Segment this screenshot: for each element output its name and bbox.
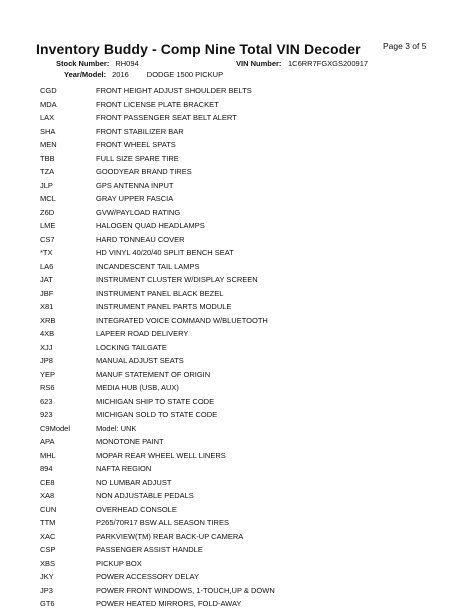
list-item [40, 287, 440, 301]
option-description: MEDIA HUB (USB, AUX) [96, 383, 179, 392]
list-item [40, 314, 440, 328]
option-code: XJJ [40, 342, 53, 352]
option-description: PARKVIEW(TM) REAR BACK-UP CAMERA [96, 531, 244, 541]
option-description: FRONT WHEEL SPATS [96, 140, 176, 149]
option-code: JAT [40, 275, 53, 284]
list-item [40, 111, 440, 125]
option-description: POWER ACCESSORY DELAY [96, 572, 199, 581]
option-code: CUN [40, 504, 57, 514]
list-item [40, 435, 440, 449]
option-code: LAX [40, 113, 55, 122]
option-description: MONOTONE PAINT [96, 437, 164, 446]
option-code: XA8 [40, 491, 55, 500]
list-item [40, 584, 440, 598]
option-code: C9Model [40, 423, 71, 433]
option-code: SHA [40, 126, 56, 136]
option-code: 4XB [40, 329, 55, 338]
list-item [40, 408, 440, 422]
option-code: TTM [40, 518, 56, 527]
list-item [40, 84, 440, 98]
list-item [40, 138, 440, 152]
option-code: APA [40, 437, 55, 446]
list-item [40, 341, 440, 355]
option-description: FRONT HEIGHT ADJUST SHOULDER BELTS [96, 86, 252, 95]
page-title: Inventory Buddy - Comp Nine Total VIN Decoder [36, 41, 361, 57]
option-description: P265/70R17 BSW ALL SEASON TIRES [96, 518, 229, 527]
option-code: JBF [40, 288, 54, 298]
list-item [40, 476, 440, 490]
option-description: POWER HEATED MIRRORS, FOLD-AWAY [96, 599, 242, 608]
list-item [40, 300, 440, 314]
option-code: JP8 [40, 356, 53, 365]
option-code: CSP [40, 545, 56, 554]
option-code: CS7 [40, 234, 55, 244]
option-code: CE8 [40, 477, 55, 487]
option-code: Z6D [40, 207, 55, 217]
year-model-label: Year/Model: [64, 70, 107, 79]
list-item [40, 165, 440, 179]
option-description: NAFTA REGION [96, 464, 152, 473]
stock-number-label: Stock Number: [56, 59, 110, 68]
list-item [40, 462, 440, 476]
option-code: CGD [40, 86, 57, 95]
option-code: MHL [40, 450, 56, 460]
option-description: MICHIGAN SHIP TO STATE CODE [96, 396, 215, 406]
list-item [40, 354, 440, 368]
option-code: MDA [40, 99, 57, 109]
list-item [40, 125, 440, 139]
list-item [40, 395, 440, 409]
list-item [40, 570, 440, 584]
option-description: GPS ANTENNA INPUT [96, 180, 174, 190]
option-description: MICHIGAN SOLD TO STATE CODE [96, 410, 218, 419]
list-item [40, 233, 440, 247]
list-item [40, 192, 440, 206]
list-item [40, 503, 440, 517]
option-description: FRONT LICENSE PLATE BRACKET [96, 99, 219, 109]
vin-number-label: VIN Number: [236, 59, 282, 68]
option-description: HARD TONNEAU COVER [96, 234, 185, 244]
option-description: NO LUMBAR ADJUST [96, 477, 172, 487]
option-code: 923 [40, 410, 53, 419]
option-description: OVERHEAD CONSOLE [96, 504, 177, 514]
list-item [40, 489, 440, 503]
option-description: HALOGEN QUAD HEADLAMPS [96, 221, 205, 230]
list-item [40, 260, 440, 274]
option-description: INSTRUMENT PANEL PARTS MODULE [96, 302, 232, 311]
stock-number-value: RH094 [115, 59, 139, 68]
option-description: Model: UNK [96, 423, 137, 433]
option-code: XAC [40, 531, 56, 541]
option-description: INSTRUMENT CLUSTER W/DISPLAY SCREEN [96, 275, 258, 284]
option-description: FULL SIZE SPARE TIRE [96, 153, 179, 163]
option-code: MCL [40, 194, 56, 203]
option-code: JP3 [40, 585, 53, 595]
option-description: GVW/PAYLOAD RATING [96, 207, 181, 217]
list-item [40, 152, 440, 166]
option-code: XBS [40, 558, 56, 568]
list-item [40, 273, 440, 287]
option-code-list [40, 84, 440, 611]
list-item [40, 557, 440, 571]
option-code: LME [40, 221, 56, 230]
list-item [40, 246, 440, 260]
list-item [40, 179, 440, 193]
list-item [40, 98, 440, 112]
list-item [40, 206, 440, 220]
option-description: MOPAR REAR WHEEL WELL LINERS [96, 450, 226, 460]
option-description: HD VINYL 40/20/40 SPLIT BENCH SEAT [96, 248, 234, 257]
option-description: NON ADJUSTABLE PEDALS [96, 491, 194, 500]
option-code: GT6 [40, 599, 55, 608]
option-code: TBB [40, 153, 55, 163]
option-description: POWER FRONT WINDOWS, 1-TOUCH,UP & DOWN [96, 585, 275, 595]
option-code: JLP [40, 180, 53, 190]
option-code: XRB [40, 315, 56, 325]
year-value: 2016 [112, 70, 129, 79]
option-description: MANUF STATEMENT OF ORIGIN [96, 369, 211, 379]
list-item [40, 449, 440, 463]
option-description: INCANDESCENT TAIL LAMPS [96, 261, 200, 271]
list-item [40, 543, 440, 557]
page-number: Page 3 of 5 [383, 41, 427, 51]
option-description: MANUAL ADJUST SEATS [96, 356, 184, 365]
list-item [40, 597, 440, 611]
option-description: PASSENGER ASSIST HANDLE [96, 545, 203, 554]
year-model-row [64, 70, 223, 79]
list-item [40, 530, 440, 544]
option-code: RS6 [40, 383, 55, 392]
option-description: LOCKING TAILGATE [96, 342, 167, 352]
option-description: FRONT STABILIZER BAR [96, 126, 184, 136]
option-description: INSTRUMENT PANEL BLACK BEZEL [96, 288, 224, 298]
option-code: X81 [40, 302, 54, 311]
list-item [40, 422, 440, 436]
option-description: INTEGRATED VOICE COMMAND W/BLUETOOTH [96, 315, 268, 325]
option-description: LAPEER ROAD DELIVERY [96, 329, 189, 338]
list-item [40, 368, 440, 382]
option-description: PICKUP BOX [96, 558, 142, 568]
list-item [40, 327, 440, 341]
model-value: DODGE 1500 PICKUP [146, 70, 224, 79]
option-code: YEP [40, 369, 56, 379]
option-code: *TX [40, 248, 53, 257]
option-code: MEN [40, 140, 57, 149]
list-item [40, 516, 440, 530]
stock-vin-row [56, 59, 369, 68]
option-code: 623 [40, 396, 53, 406]
option-code: TZA [40, 167, 55, 176]
option-code: LA6 [40, 261, 54, 271]
list-item [40, 219, 440, 233]
list-item [40, 381, 440, 395]
option-description: FRONT PASSENGER SEAT BELT ALERT [96, 113, 237, 122]
option-description: GRAY UPPER FASCIA [96, 194, 174, 203]
vin-number-value: 1C6RR7FGXGS200917 [288, 59, 369, 68]
option-description: GOODYEAR BRAND TIRES [96, 167, 192, 176]
option-code: 894 [40, 464, 53, 473]
option-code: JKY [40, 572, 54, 581]
